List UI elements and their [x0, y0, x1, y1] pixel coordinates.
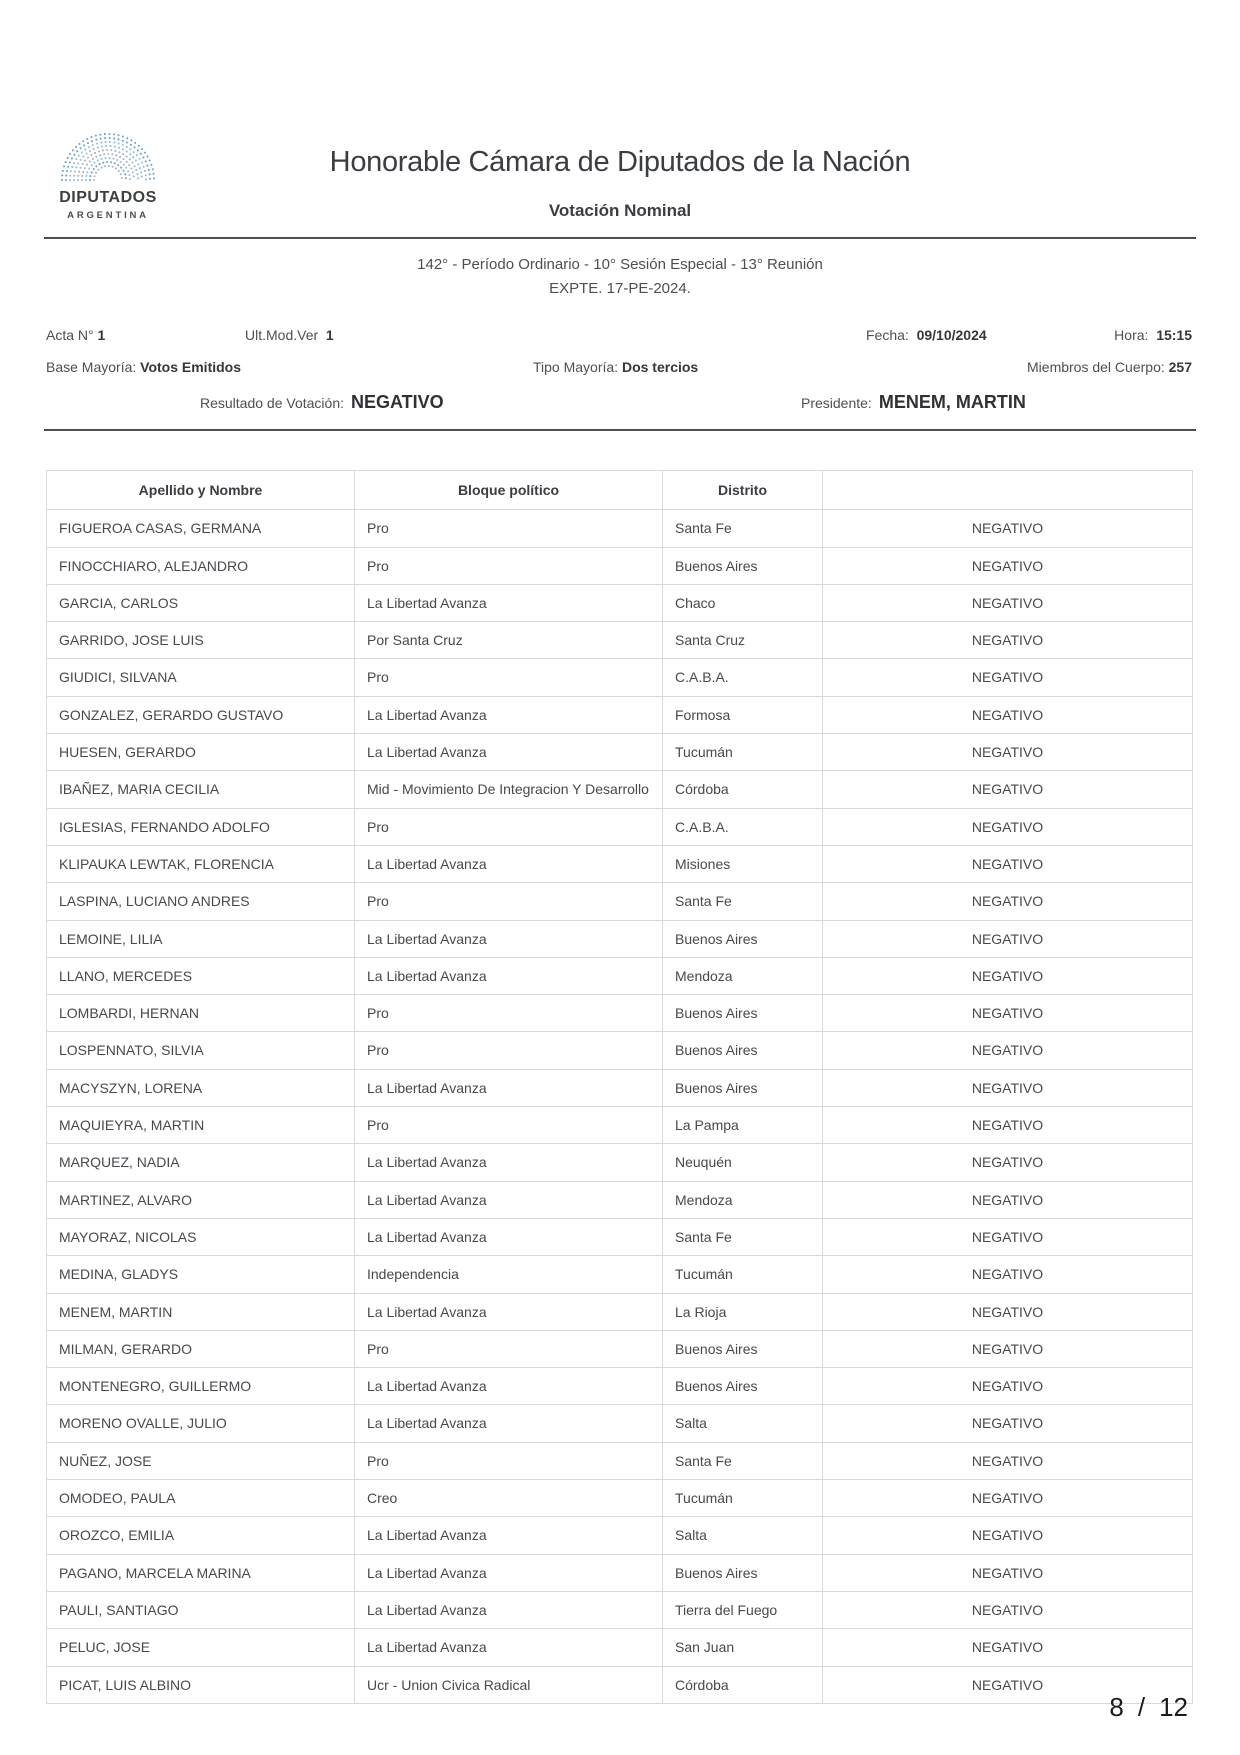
deputy-name-cell: MENEM, MARTIN — [47, 1293, 355, 1330]
district-cell: Santa Fe — [663, 883, 823, 920]
district-cell: Santa Fe — [663, 510, 823, 547]
deputy-name-cell: IGLESIAS, FERNANDO ADOLFO — [47, 808, 355, 845]
political-bloc-cell: Pro — [355, 510, 663, 547]
deputy-name-cell: LEMOINE, LILIA — [47, 920, 355, 957]
political-bloc-cell: Por Santa Cruz — [355, 622, 663, 659]
deputy-name-cell: HUESEN, GERARDO — [47, 734, 355, 771]
political-bloc-cell: La Libertad Avanza — [355, 1144, 663, 1181]
vote-cell: NEGATIVO — [823, 957, 1193, 994]
vote-cell: NEGATIVO — [823, 1293, 1193, 1330]
political-bloc-cell: Pro — [355, 808, 663, 845]
political-bloc-cell: Pro — [355, 995, 663, 1032]
vote-cell: NEGATIVO — [823, 1330, 1193, 1367]
vote-cell: NEGATIVO — [823, 510, 1193, 547]
fecha-value: 09/10/2024 — [916, 327, 987, 343]
table-row — [47, 1405, 1193, 1442]
table-row — [47, 1330, 1193, 1367]
vote-cell: NEGATIVO — [823, 1368, 1193, 1405]
political-bloc-cell: Independencia — [355, 1256, 663, 1293]
political-bloc-cell: La Libertad Avanza — [355, 957, 663, 994]
column-header-voto — [823, 471, 1193, 510]
table-row — [47, 510, 1193, 547]
resultado-value: NEGATIVO — [351, 392, 444, 412]
hora-value: 15:15 — [1156, 327, 1192, 343]
table-row — [47, 808, 1193, 845]
deputy-name-cell: LOMBARDI, HERNAN — [47, 995, 355, 1032]
vote-cell: NEGATIVO — [823, 547, 1193, 584]
header-divider — [44, 237, 1196, 239]
political-bloc-cell: Creo — [355, 1480, 663, 1517]
district-cell: Buenos Aires — [663, 1330, 823, 1367]
political-bloc-cell: La Libertad Avanza — [355, 1591, 663, 1628]
table-row — [47, 1293, 1193, 1330]
vote-cell: NEGATIVO — [823, 1107, 1193, 1144]
base-mayoria-label: Base Mayoría: — [46, 359, 137, 375]
district-cell: Buenos Aires — [663, 920, 823, 957]
vote-cell: NEGATIVO — [823, 883, 1193, 920]
deputy-name-cell: MEDINA, GLADYS — [47, 1256, 355, 1293]
vote-cell: NEGATIVO — [823, 1591, 1193, 1628]
presidente-label: Presidente: — [801, 395, 872, 411]
district-cell: San Juan — [663, 1629, 823, 1666]
district-cell: Tucumán — [663, 1256, 823, 1293]
miembros-label: Miembros del Cuerpo: — [1027, 359, 1165, 375]
deputy-name-cell: LASPINA, LUCIANO ANDRES — [47, 883, 355, 920]
vote-cell: NEGATIVO — [823, 1480, 1193, 1517]
table-row — [47, 1069, 1193, 1106]
vote-cell: NEGATIVO — [823, 808, 1193, 845]
vote-cell: NEGATIVO — [823, 1666, 1193, 1703]
presidente-value: MENEM, MARTIN — [878, 392, 1026, 412]
table-row — [47, 1554, 1193, 1591]
tipo-mayoria-field — [533, 359, 698, 375]
district-cell: Buenos Aires — [663, 1069, 823, 1106]
deputy-name-cell: LLANO, MERCEDES — [47, 957, 355, 994]
district-cell: Misiones — [663, 845, 823, 882]
page-title: Honorable Cámara de Diputados de la Nación — [329, 146, 911, 178]
expediente-line: EXPTE. 17-PE-2024. — [549, 280, 691, 297]
votes-table-body — [47, 510, 1193, 1704]
table-row — [47, 771, 1193, 808]
deputy-name-cell: MARQUEZ, NADIA — [47, 1144, 355, 1181]
deputy-name-cell: PELUC, JOSE — [47, 1629, 355, 1666]
deputy-name-cell: FINOCCHIARO, ALEJANDRO — [47, 547, 355, 584]
page-separator: / — [1137, 1692, 1146, 1722]
political-bloc-cell: La Libertad Avanza — [355, 1368, 663, 1405]
table-row — [47, 584, 1193, 621]
political-bloc-cell: Pro — [355, 659, 663, 696]
political-bloc-cell: La Libertad Avanza — [355, 1181, 663, 1218]
political-bloc-cell: La Libertad Avanza — [355, 584, 663, 621]
district-cell: Formosa — [663, 696, 823, 733]
table-row — [47, 1144, 1193, 1181]
district-cell: Tierra del Fuego — [663, 1591, 823, 1628]
presidente-field — [801, 392, 1026, 413]
table-row — [47, 845, 1193, 882]
vote-cell: NEGATIVO — [823, 1032, 1193, 1069]
deputy-name-cell: LOSPENNATO, SILVIA — [47, 1032, 355, 1069]
political-bloc-cell: Pro — [355, 1107, 663, 1144]
miembros-field — [1027, 359, 1192, 375]
district-cell: Salta — [663, 1405, 823, 1442]
deputy-name-cell: FIGUEROA CASAS, GERMANA — [47, 510, 355, 547]
ultmod-field — [245, 327, 334, 343]
district-cell: Buenos Aires — [663, 547, 823, 584]
table-row — [47, 547, 1193, 584]
acta-value: 1 — [97, 327, 106, 343]
deputy-name-cell: GONZALEZ, GERARDO GUSTAVO — [47, 696, 355, 733]
table-row — [47, 957, 1193, 994]
table-row — [47, 920, 1193, 957]
table-row — [47, 1218, 1193, 1255]
district-cell: Santa Fe — [663, 1218, 823, 1255]
vote-cell: NEGATIVO — [823, 1554, 1193, 1591]
vote-cell: NEGATIVO — [823, 696, 1193, 733]
table-row — [47, 659, 1193, 696]
vote-cell: NEGATIVO — [823, 584, 1193, 621]
deputy-name-cell: GARCIA, CARLOS — [47, 584, 355, 621]
table-header-row — [47, 471, 1193, 510]
political-bloc-cell: Pro — [355, 1442, 663, 1479]
deputy-name-cell: MARTINEZ, ALVARO — [47, 1181, 355, 1218]
metadata-divider — [44, 429, 1196, 431]
vote-cell: NEGATIVO — [823, 920, 1193, 957]
base-mayoria-value: Votos Emitidos — [140, 359, 242, 375]
district-cell: La Pampa — [663, 1107, 823, 1144]
vote-cell: NEGATIVO — [823, 734, 1193, 771]
political-bloc-cell: Pro — [355, 883, 663, 920]
deputy-name-cell: MAYORAZ, NICOLAS — [47, 1218, 355, 1255]
acta-label: Acta N° — [46, 327, 94, 343]
vote-cell: NEGATIVO — [823, 1629, 1193, 1666]
ultmod-value: 1 — [325, 327, 334, 343]
district-cell: Tucumán — [663, 1480, 823, 1517]
deputy-name-cell: PAGANO, MARCELA MARINA — [47, 1554, 355, 1591]
votes-table — [46, 470, 1193, 1704]
deputy-name-cell: IBAÑEZ, MARIA CECILIA — [47, 771, 355, 808]
table-row — [47, 1256, 1193, 1293]
district-cell: Tucumán — [663, 734, 823, 771]
district-cell: La Rioja — [663, 1293, 823, 1330]
deputy-name-cell: MILMAN, GERARDO — [47, 1330, 355, 1367]
table-row — [47, 1442, 1193, 1479]
vote-cell: NEGATIVO — [823, 1256, 1193, 1293]
vote-cell: NEGATIVO — [823, 659, 1193, 696]
table-row — [47, 734, 1193, 771]
district-cell: Chaco — [663, 584, 823, 621]
table-row — [47, 995, 1193, 1032]
political-bloc-cell: La Libertad Avanza — [355, 1405, 663, 1442]
table-row — [47, 1666, 1193, 1703]
deputy-name-cell: MORENO OVALLE, JULIO — [47, 1405, 355, 1442]
column-header-bloque: Bloque político — [355, 471, 663, 510]
political-bloc-cell: La Libertad Avanza — [355, 1069, 663, 1106]
district-cell: Santa Fe — [663, 1442, 823, 1479]
table-row — [47, 1629, 1193, 1666]
vote-cell: NEGATIVO — [823, 622, 1193, 659]
district-cell: Buenos Aires — [663, 1032, 823, 1069]
table-row — [47, 1591, 1193, 1628]
district-cell: Buenos Aires — [663, 995, 823, 1032]
resultado-field — [200, 392, 444, 413]
district-cell: Buenos Aires — [663, 1554, 823, 1591]
deputy-name-cell: GARRIDO, JOSE LUIS — [47, 622, 355, 659]
deputy-name-cell: PAULI, SANTIAGO — [47, 1591, 355, 1628]
political-bloc-cell: La Libertad Avanza — [355, 1293, 663, 1330]
vote-cell: NEGATIVO — [823, 1069, 1193, 1106]
hora-label: Hora: — [1114, 327, 1149, 343]
hora-field — [1114, 327, 1192, 343]
table-row — [47, 1107, 1193, 1144]
logo-text-argentina: ARGENTINA — [67, 210, 149, 221]
table-row — [47, 883, 1193, 920]
deputy-name-cell: NUÑEZ, JOSE — [47, 1442, 355, 1479]
deputy-name-cell: OROZCO, EMILIA — [47, 1517, 355, 1554]
fecha-field — [866, 327, 987, 343]
political-bloc-cell: La Libertad Avanza — [355, 1629, 663, 1666]
political-bloc-cell: Pro — [355, 1032, 663, 1069]
deputy-name-cell: MACYSZYN, LORENA — [47, 1069, 355, 1106]
district-cell: Córdoba — [663, 1666, 823, 1703]
district-cell: Córdoba — [663, 771, 823, 808]
political-bloc-cell: La Libertad Avanza — [355, 845, 663, 882]
resultado-label: Resultado de Votación: — [200, 395, 344, 411]
table-row — [47, 1480, 1193, 1517]
political-bloc-cell: La Libertad Avanza — [355, 734, 663, 771]
table-row — [47, 1517, 1193, 1554]
fecha-label: Fecha: — [866, 327, 909, 343]
table-row — [47, 1368, 1193, 1405]
tipo-mayoria-value: Dos tercios — [621, 359, 699, 375]
table-row — [47, 1181, 1193, 1218]
district-cell: C.A.B.A. — [663, 659, 823, 696]
base-mayoria-field — [46, 359, 241, 375]
district-cell: Buenos Aires — [663, 1368, 823, 1405]
deputy-name-cell: PICAT, LUIS ALBINO — [47, 1666, 355, 1703]
miembros-value: 257 — [1168, 359, 1192, 375]
vote-cell: NEGATIVO — [823, 1144, 1193, 1181]
column-header-distrito: Distrito — [663, 471, 823, 510]
session-line: 142° - Período Ordinario - 10° Sesión Especial - 13° Reunión — [417, 256, 823, 273]
district-cell: Santa Cruz — [663, 622, 823, 659]
political-bloc-cell: Ucr - Union Civica Radical — [355, 1666, 663, 1703]
deputy-name-cell: MAQUIEYRA, MARTIN — [47, 1107, 355, 1144]
district-cell: Mendoza — [663, 957, 823, 994]
political-bloc-cell: Mid - Movimiento De Integracion Y Desarrollo — [355, 771, 663, 808]
vote-cell: NEGATIVO — [823, 1442, 1193, 1479]
logo-text-diputados: DIPUTADOS — [59, 189, 157, 206]
district-cell: Salta — [663, 1517, 823, 1554]
vote-cell: NEGATIVO — [823, 845, 1193, 882]
vote-cell: NEGATIVO — [823, 1405, 1193, 1442]
district-cell: Mendoza — [663, 1181, 823, 1218]
political-bloc-cell: La Libertad Avanza — [355, 1517, 663, 1554]
ultmod-label: Ult.Mod.Ver — [245, 327, 319, 343]
vote-cell: NEGATIVO — [823, 1181, 1193, 1218]
political-bloc-cell: Pro — [355, 547, 663, 584]
tipo-mayoria-label: Tipo Mayoría: — [533, 359, 619, 375]
vote-cell: NEGATIVO — [823, 1218, 1193, 1255]
page-total: 12 — [1159, 1692, 1188, 1722]
political-bloc-cell: Pro — [355, 1330, 663, 1367]
vote-cell: NEGATIVO — [823, 771, 1193, 808]
deputy-name-cell: KLIPAUKA LEWTAK, FLORENCIA — [47, 845, 355, 882]
political-bloc-cell: La Libertad Avanza — [355, 1554, 663, 1591]
table-row — [47, 622, 1193, 659]
table-row — [47, 1032, 1193, 1069]
deputy-name-cell: MONTENEGRO, GUILLERMO — [47, 1368, 355, 1405]
political-bloc-cell: La Libertad Avanza — [355, 696, 663, 733]
district-cell: Neuquén — [663, 1144, 823, 1181]
deputy-name-cell: GIUDICI, SILVANA — [47, 659, 355, 696]
acta-field — [46, 327, 105, 343]
page-number — [1109, 1692, 1188, 1723]
vote-cell: NEGATIVO — [823, 1517, 1193, 1554]
political-bloc-cell: La Libertad Avanza — [355, 920, 663, 957]
vote-cell: NEGATIVO — [823, 995, 1193, 1032]
page-current: 8 — [1109, 1692, 1124, 1722]
table-row — [47, 696, 1193, 733]
district-cell: C.A.B.A. — [663, 808, 823, 845]
page-subtitle: Votación Nominal — [548, 201, 692, 220]
deputy-name-cell: OMODEO, PAULA — [47, 1480, 355, 1517]
column-header-apellido: Apellido y Nombre — [47, 471, 355, 510]
political-bloc-cell: La Libertad Avanza — [355, 1218, 663, 1255]
